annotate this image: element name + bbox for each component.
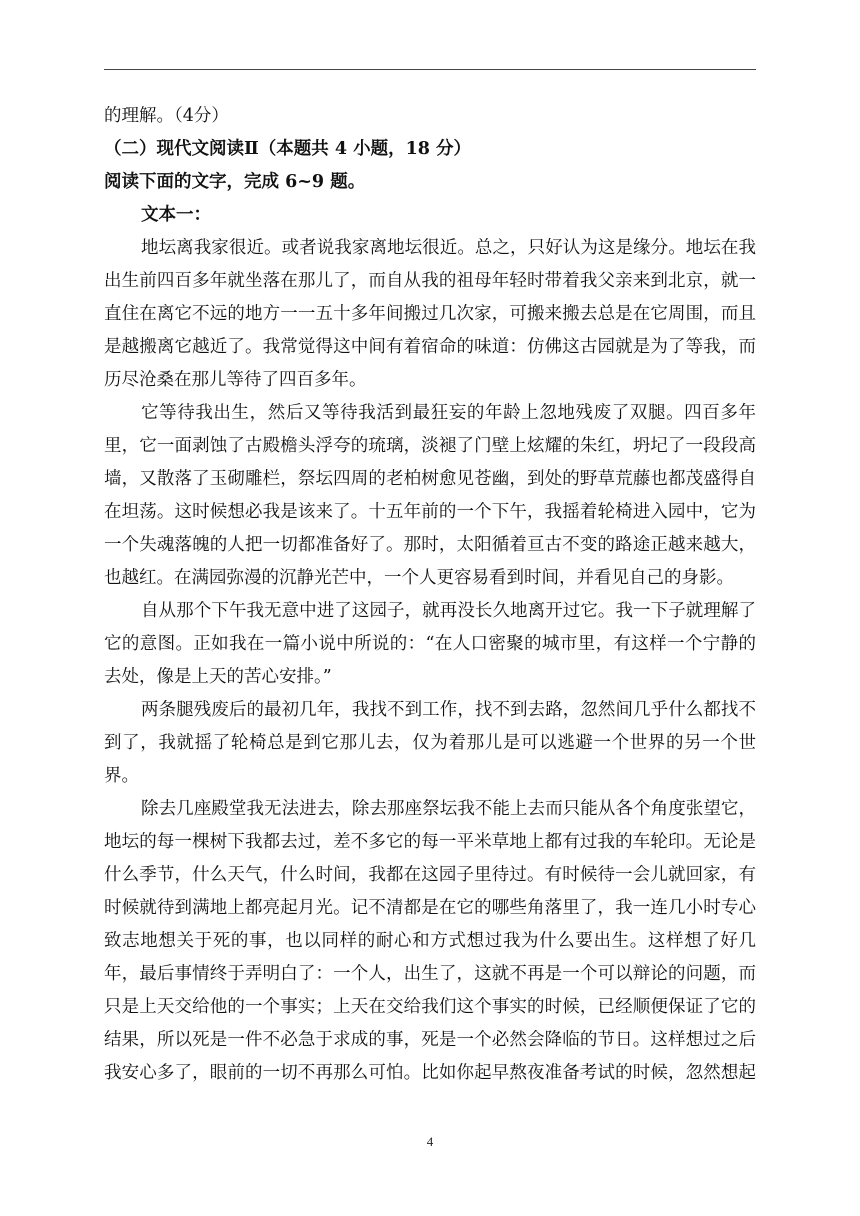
text-line: 历尽沧桑在那儿等待了四百多年。 (104, 370, 367, 390)
text-line: 致志地想关于死的事，也以同样的耐心和方式想过我为什么要出生。这样想了好几 (104, 931, 756, 951)
text-line: 的理解。（4分） (104, 106, 229, 126)
header-rule (104, 69, 756, 70)
text-line: 去处，像是上天的苦心安排。” (104, 667, 332, 687)
text-line: 在坦荡。这时候想必我是该来了。十五年前的一个下午，我摇着轮椅进入园中，它为 (104, 502, 756, 522)
text-line: 是越搬离它越近了。我常觉得这中间有着宿命的味道：仿佛这古园就是为了等我，而 (104, 337, 756, 357)
text-line: 墙，又散落了玉砌雕栏，祭坛四周的老柏树愈见苍幽，到处的野草荒藤也都茂盛得自 (104, 469, 756, 489)
text-line: 自从那个下午我无意中进了这园子，就再没长久地离开过它。我一下子就理解了 (141, 601, 756, 621)
text-line: （二）现代文阅读Ⅱ（本题共 4 小题，18 分） (104, 139, 472, 159)
text-line: 一个失魂落魄的人把一切都准备好了。那时，太阳循着亘古不变的路途正越来越大， (104, 535, 756, 555)
text-line: 时候就待到满地上都亮起月光。记不清都是在它的哪些角落里了，我一连几小时专心 (104, 898, 756, 918)
text-line: 也越红。在满园弥漫的沉静光芒中，一个人更容易看到时间，并看见自己的身影。 (104, 568, 734, 588)
text-line: 出生前四百多年就坐落在那儿了，而自从我的祖母年轻时带着我父亲来到北京，就一 (104, 271, 756, 291)
text-line: 界。 (104, 766, 139, 786)
text-line: 里，它一面剥蚀了古殿檐头浮夸的琉璃，淡褪了门壁上炫耀的朱红，坍圮了一段段高 (104, 436, 756, 456)
text-line: 除去几座殿堂我无法进去，除去那座祭坛我不能上去而只能从各个角度张望它， (141, 799, 756, 819)
text-line: 到了，我就摇了轮椅总是到它那儿去，仅为着那儿是可以逃避一个世界的另一个世 (104, 733, 756, 753)
text-line: 年，最后事情终于弄明白了：一个人，出生了，这就不再是一个可以辩论的问题，而 (104, 964, 756, 984)
text-line: 它等待我出生，然后又等待我活到最狂妄的年龄上忽地残废了双腿。四百多年 (141, 403, 756, 423)
text-line: 阅读下面的文字，完成 6~9 题。 (104, 172, 366, 192)
text-line: 什么季节，什么天气，什么时间，我都在这园子里待过。有时候待一会儿就回家，有 (104, 865, 756, 885)
text-line: 文本一： (141, 205, 211, 225)
text-line: 地坛的每一棵树下我都去过，差不多它的每一平米草地上都有过我的车轮印。无论是 (104, 832, 756, 852)
text-line: 我安心多了，眼前的一切不再那么可怕。比如你起早熬夜准备考试的时候，忽然想起 (104, 1063, 756, 1083)
text-line: 它的意图。正如我在一篇小说中所说的：“在人口密聚的城市里，有这样一个宁静的 (104, 634, 756, 654)
text-line: 地坛离我家很近。或者说我家离地坛很近。总之，只好认为这是缘分。地坛在我 (141, 238, 756, 258)
text-line: 结果，所以死是一件不必急于求成的事，死是一个必然会降临的节日。这样想过之后 (104, 1030, 756, 1050)
text-line: 直住在离它不远的地方一一五十多年间搬过几次家，可搬来搬去总是在它周围，而且 (104, 304, 756, 324)
document-body (104, 100, 756, 1090)
page-number: 4 (426, 1134, 434, 1149)
text-line: 只是上天交给他的一个事实；上天在交给我们这个事实的时候，已经顺便保证了它的 (104, 997, 756, 1017)
text-line: 两条腿残废后的最初几年，我找不到工作，找不到去路，忽然间几乎什么都找不 (141, 700, 756, 720)
